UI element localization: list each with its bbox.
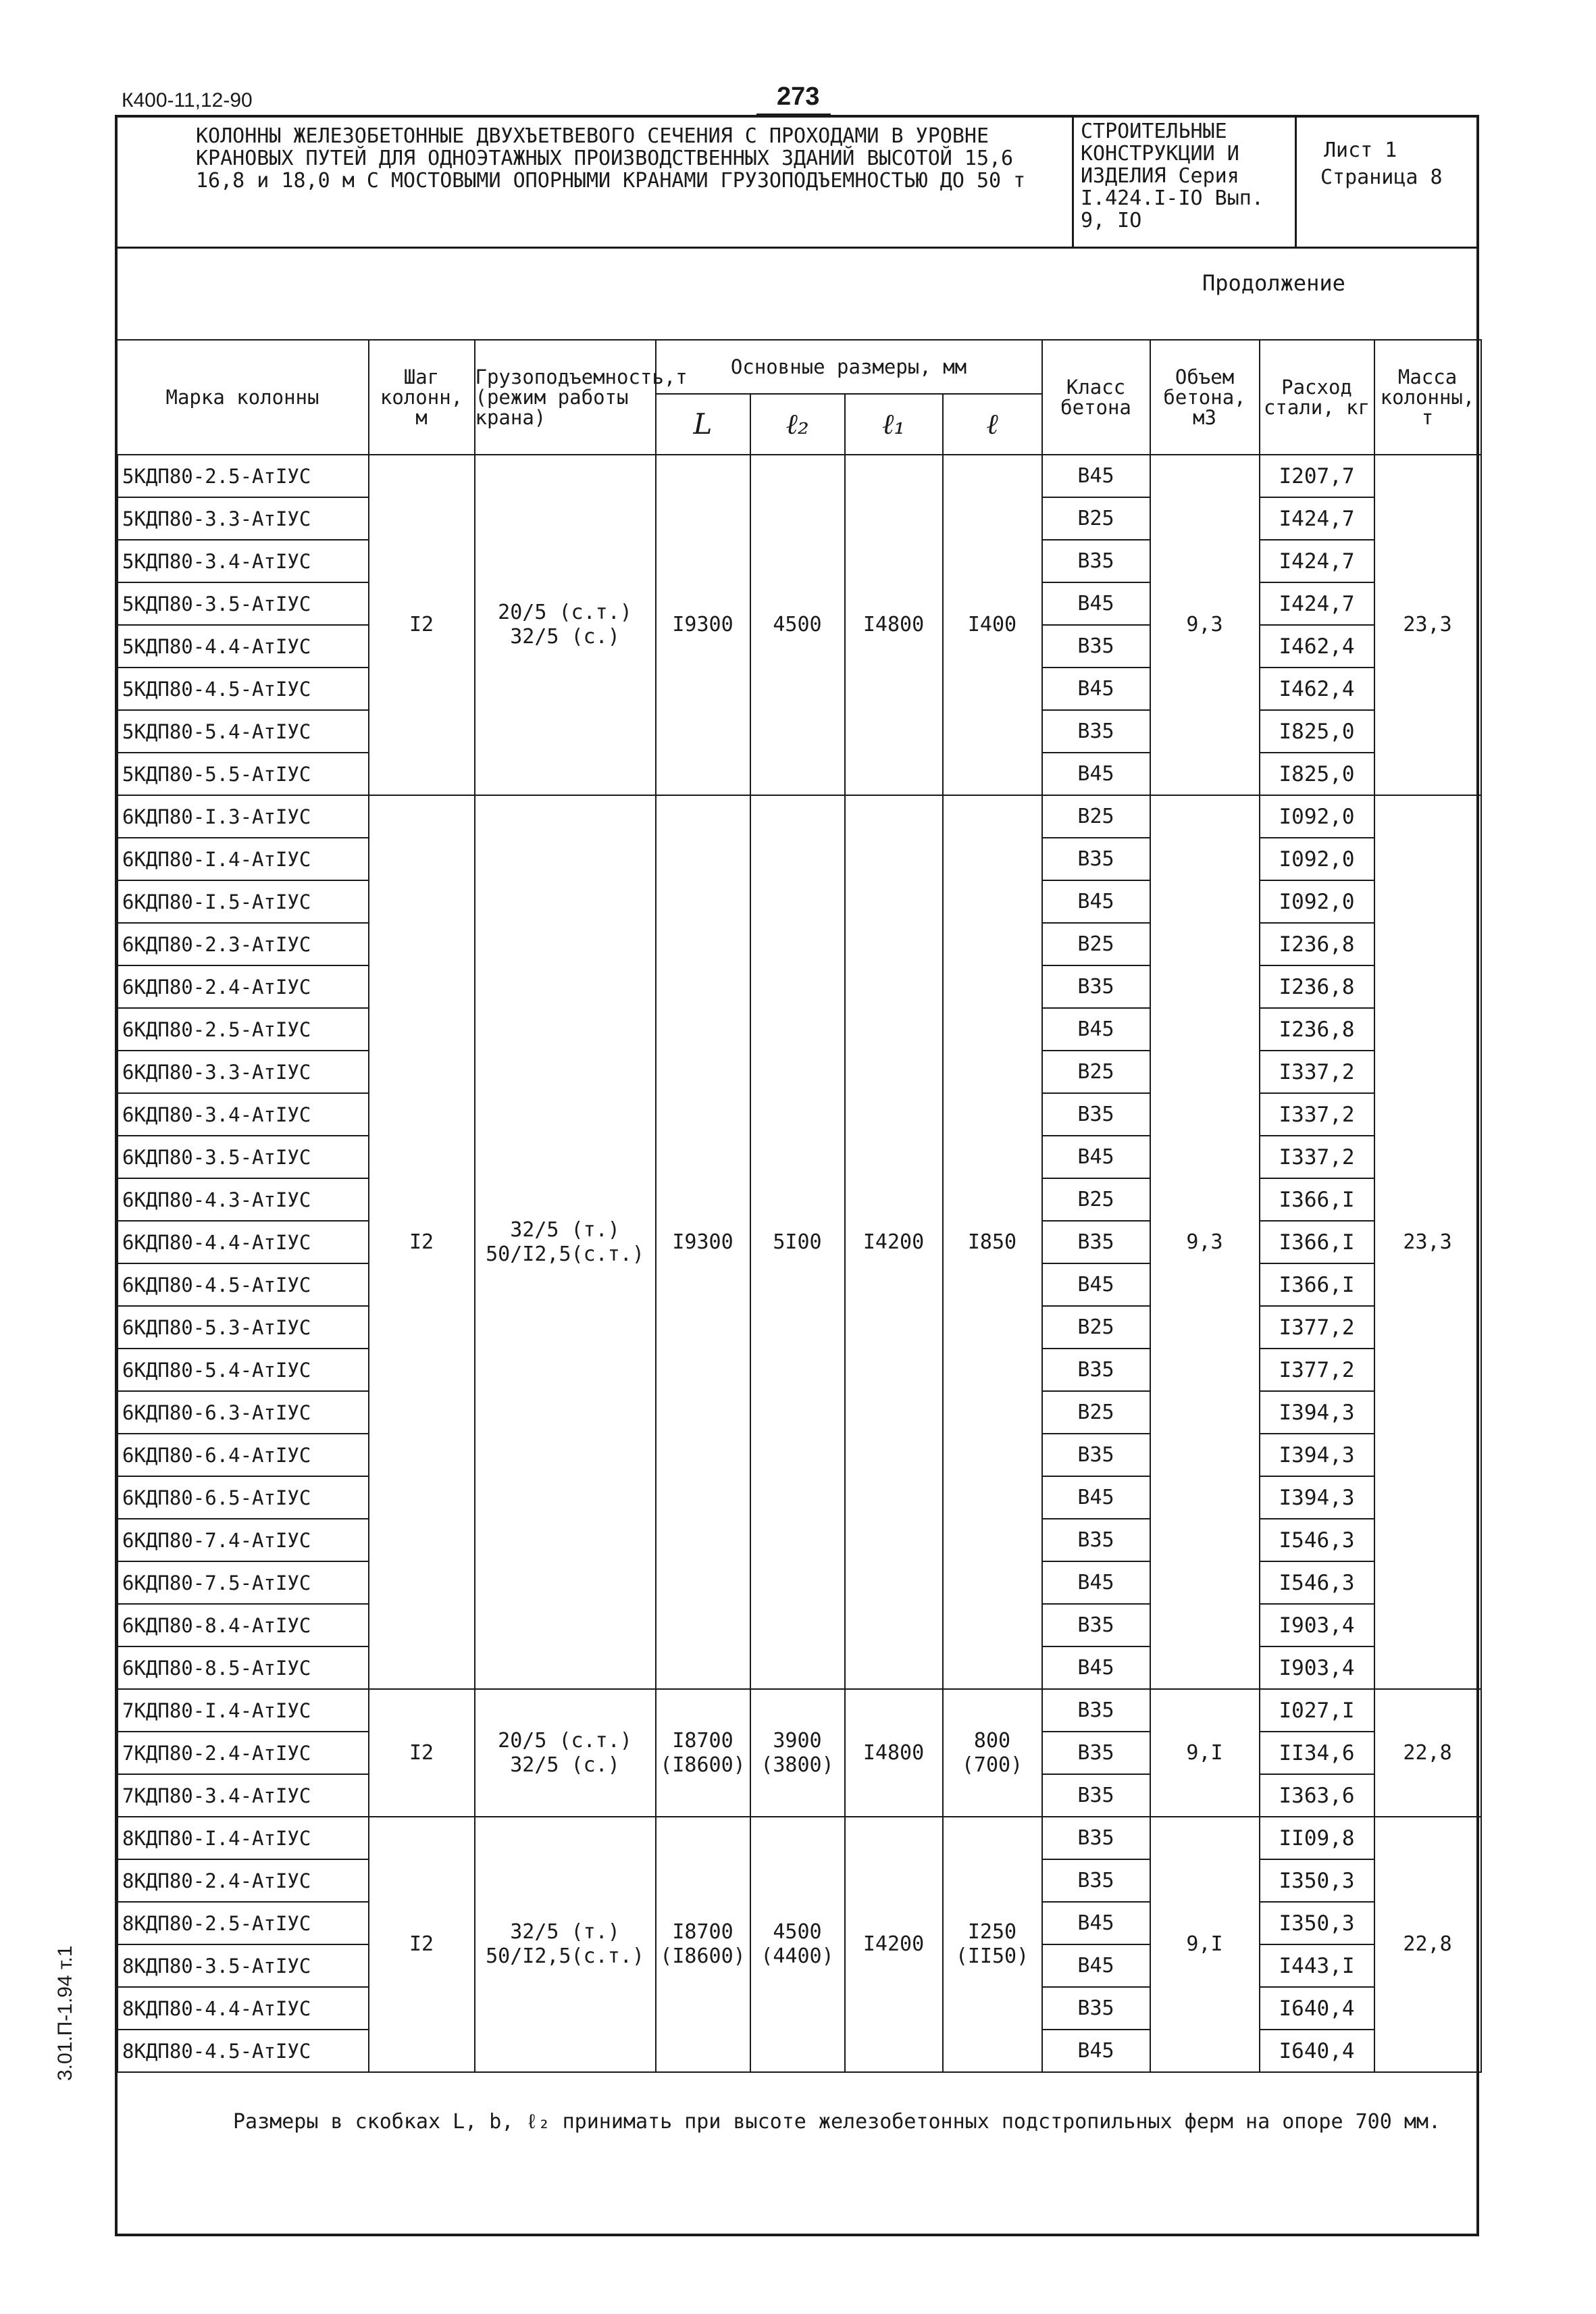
steel-cell: II09,8 bbox=[1260, 1817, 1374, 1859]
steel-cell: I640,4 bbox=[1260, 2030, 1374, 2072]
header-mark: Марка колонны bbox=[117, 340, 369, 455]
concrete-class-cell: B35 bbox=[1042, 1221, 1150, 1263]
column-mark-cell: 5КДП80-5.4-АтIУС bbox=[117, 710, 369, 753]
steel-cell: I424,7 bbox=[1260, 582, 1374, 625]
concrete-class-cell: B35 bbox=[1042, 1604, 1150, 1646]
concrete-class-cell: B45 bbox=[1042, 582, 1150, 625]
concrete-class-cell: B45 bbox=[1042, 455, 1150, 497]
step-cell: I2 bbox=[369, 1689, 475, 1817]
mass-cell: 22,8 bbox=[1374, 1689, 1481, 1817]
steel-cell: I236,8 bbox=[1260, 965, 1374, 1008]
column-mark-cell: 8КДП80-2.5-АтIУС bbox=[117, 1902, 369, 1944]
concrete-class-cell: B35 bbox=[1042, 1774, 1150, 1817]
steel-cell: I027,I bbox=[1260, 1689, 1374, 1732]
table-row bbox=[117, 1689, 1481, 1732]
concrete-class-cell: B45 bbox=[1042, 1476, 1150, 1519]
steel-cell: I350,3 bbox=[1260, 1902, 1374, 1944]
concrete-class-cell: B25 bbox=[1042, 1051, 1150, 1093]
steel-cell: I424,7 bbox=[1260, 497, 1374, 540]
sheet-label: Лист 1 bbox=[1324, 139, 1397, 162]
dim-l2-cell: 4500 (4400) bbox=[750, 1817, 845, 2072]
capacity-cell: 20/5 (с.т.) 32/5 (с.) bbox=[475, 455, 656, 795]
column-mark-cell: 6КДП80-4.4-АтIУС bbox=[117, 1221, 369, 1263]
steel-cell: I443,I bbox=[1260, 1944, 1374, 1987]
dim-L-cell: I8700 (I8600) bbox=[656, 1817, 750, 2072]
column-mark-cell: 6КДП80-7.5-АтIУС bbox=[117, 1561, 369, 1604]
steel-cell: II34,6 bbox=[1260, 1732, 1374, 1774]
header-class: Класс бетона bbox=[1042, 340, 1150, 455]
column-mark-cell: 8КДП80-3.5-АтIУС bbox=[117, 1944, 369, 1987]
steel-cell: I377,2 bbox=[1260, 1349, 1374, 1391]
concrete-class-cell: B45 bbox=[1042, 880, 1150, 923]
dim-l2-cell: 4500 bbox=[750, 455, 845, 795]
dim-b-cell: I850 bbox=[943, 795, 1042, 1689]
mass-cell: 22,8 bbox=[1374, 1817, 1481, 2072]
column-mark-cell: 5КДП80-3.3-АтIУС bbox=[117, 497, 369, 540]
steel-cell: I424,7 bbox=[1260, 540, 1374, 582]
steel-cell: I394,3 bbox=[1260, 1476, 1374, 1519]
steel-cell: I337,2 bbox=[1260, 1093, 1374, 1136]
steel-cell: I366,I bbox=[1260, 1178, 1374, 1221]
dim-b-cell: I250 (II50) bbox=[943, 1817, 1042, 2072]
column-mark-cell: 6КДП80-2.5-АтIУС bbox=[117, 1008, 369, 1051]
column-mark-cell: 8КДП80-I.4-АтIУС bbox=[117, 1817, 369, 1859]
column-mark-cell: 7КДП80-3.4-АтIУС bbox=[117, 1774, 369, 1817]
table-row bbox=[117, 795, 1481, 838]
steel-cell: I546,3 bbox=[1260, 1561, 1374, 1604]
column-mark-cell: 5КДП80-2.5-АтIУС bbox=[117, 455, 369, 497]
steel-cell: I092,0 bbox=[1260, 838, 1374, 880]
concrete-class-cell: B25 bbox=[1042, 1306, 1150, 1349]
steel-cell: I092,0 bbox=[1260, 880, 1374, 923]
column-mark-cell: 6КДП80-6.5-АтIУС bbox=[117, 1476, 369, 1519]
concrete-class-cell: B45 bbox=[1042, 1944, 1150, 1987]
steel-cell: I462,4 bbox=[1260, 668, 1374, 710]
concrete-class-cell: B35 bbox=[1042, 1987, 1150, 2030]
step-cell: I2 bbox=[369, 795, 475, 1689]
capacity-cell: 32/5 (т.) 50/I2,5(с.т.) bbox=[475, 795, 656, 1689]
dim-L-cell: I8700 (I8600) bbox=[656, 1689, 750, 1817]
concrete-class-cell: B35 bbox=[1042, 540, 1150, 582]
steel-cell: I394,3 bbox=[1260, 1434, 1374, 1476]
capacity-cell: 32/5 (т.) 50/I2,5(с.т.) bbox=[475, 1817, 656, 2072]
concrete-class-cell: B35 bbox=[1042, 1817, 1150, 1859]
steel-cell: I377,2 bbox=[1260, 1306, 1374, 1349]
steel-cell: I903,4 bbox=[1260, 1646, 1374, 1689]
concrete-class-cell: B45 bbox=[1042, 1263, 1150, 1306]
steel-cell: I366,I bbox=[1260, 1221, 1374, 1263]
steel-cell: I366,I bbox=[1260, 1263, 1374, 1306]
column-mark-cell: 8КДП80-4.4-АтIУС bbox=[117, 1987, 369, 2030]
column-mark-cell: 6КДП80-3.3-АтIУС bbox=[117, 1051, 369, 1093]
concrete-class-cell: B35 bbox=[1042, 1689, 1150, 1732]
concrete-class-cell: B35 bbox=[1042, 1519, 1150, 1561]
table-note: Размеры в скобках L, b, ℓ₂ принимать при высоте железобетонных подстропильных ферм на опоре 700 мм. bbox=[233, 2110, 1441, 2134]
concrete-class-cell: B25 bbox=[1042, 923, 1150, 965]
dim-l1-cell: I4200 bbox=[845, 795, 943, 1689]
steel-cell: I903,4 bbox=[1260, 1604, 1374, 1646]
column-mark-cell: 6КДП80-8.5-АтIУС bbox=[117, 1646, 369, 1689]
step-cell: I2 bbox=[369, 455, 475, 795]
column-mark-cell: 8КДП80-2.4-АтIУС bbox=[117, 1859, 369, 1902]
steel-cell: I236,8 bbox=[1260, 1008, 1374, 1051]
steel-cell: I337,2 bbox=[1260, 1136, 1374, 1178]
steel-cell: I236,8 bbox=[1260, 923, 1374, 965]
concrete-class-cell: B35 bbox=[1042, 1093, 1150, 1136]
column-mark-cell: 6КДП80-I.4-АтIУС bbox=[117, 838, 369, 880]
volume-cell: 9,3 bbox=[1150, 795, 1260, 1689]
concrete-class-cell: B45 bbox=[1042, 753, 1150, 795]
concrete-class-cell: B35 bbox=[1042, 1349, 1150, 1391]
header-dim-l1: ℓ₁ bbox=[845, 394, 943, 455]
volume-cell: 9,3 bbox=[1150, 455, 1260, 795]
steel-cell: I640,4 bbox=[1260, 1987, 1374, 2030]
concrete-class-cell: B35 bbox=[1042, 625, 1150, 668]
column-mark-cell: 6КДП80-2.3-АтIУС bbox=[117, 923, 369, 965]
column-mark-cell: 6КДП80-4.5-АтIУС bbox=[117, 1263, 369, 1306]
concrete-class-cell: B45 bbox=[1042, 1646, 1150, 1689]
column-mark-cell: 6КДП80-3.4-АтIУС bbox=[117, 1093, 369, 1136]
document-code: К400-11,12-90 bbox=[122, 89, 253, 111]
column-mark-cell: 6КДП80-8.4-АтIУС bbox=[117, 1604, 369, 1646]
column-mark-cell: 6КДП80-6.3-АтIУС bbox=[117, 1391, 369, 1434]
header-dim-L: L bbox=[656, 394, 750, 455]
concrete-class-cell: B45 bbox=[1042, 1136, 1150, 1178]
column-mark-cell: 6КДП80-4.3-АтIУС bbox=[117, 1178, 369, 1221]
steel-cell: I825,0 bbox=[1260, 710, 1374, 753]
volume-cell: 9,I bbox=[1150, 1689, 1260, 1817]
page-number: 273 bbox=[777, 82, 820, 111]
concrete-class-cell: B35 bbox=[1042, 1859, 1150, 1902]
steel-cell: I207,7 bbox=[1260, 455, 1374, 497]
continuation-label: Продолжение bbox=[1202, 270, 1345, 296]
column-mark-cell: 5КДП80-4.5-АтIУС bbox=[117, 668, 369, 710]
mass-cell: 23,3 bbox=[1374, 795, 1481, 1689]
column-mark-cell: 5КДП80-3.5-АтIУС bbox=[117, 582, 369, 625]
dim-b-cell: 800 (700) bbox=[943, 1689, 1042, 1817]
columns-table bbox=[115, 339, 1482, 2073]
dim-b-cell: I400 bbox=[943, 455, 1042, 795]
dim-l1-cell: I4200 bbox=[845, 1817, 943, 2072]
dim-L-cell: I9300 bbox=[656, 455, 750, 795]
concrete-class-cell: B25 bbox=[1042, 795, 1150, 838]
steel-cell: I462,4 bbox=[1260, 625, 1374, 668]
column-mark-cell: 6КДП80-2.4-АтIУС bbox=[117, 965, 369, 1008]
concrete-class-cell: B45 bbox=[1042, 2030, 1150, 2072]
steel-cell: I337,2 bbox=[1260, 1051, 1374, 1093]
column-mark-cell: 6КДП80-3.5-АтIУС bbox=[117, 1136, 369, 1178]
concrete-class-cell: B35 bbox=[1042, 710, 1150, 753]
dim-l2-cell: 5I00 bbox=[750, 795, 845, 1689]
table-row bbox=[117, 455, 1481, 497]
concrete-class-cell: B35 bbox=[1042, 838, 1150, 880]
header-volume: Объем бетона, м3 bbox=[1150, 340, 1260, 455]
column-mark-cell: 6КДП80-6.4-АтIУС bbox=[117, 1434, 369, 1476]
concrete-class-cell: B35 bbox=[1042, 1434, 1150, 1476]
column-mark-cell: 5КДП80-4.4-АтIУС bbox=[117, 625, 369, 668]
header-step: Шаг колонн, м bbox=[369, 340, 475, 455]
concrete-class-cell: B35 bbox=[1042, 1732, 1150, 1774]
volume-cell: 9,I bbox=[1150, 1817, 1260, 2072]
header-steel: Расход стали, кг bbox=[1260, 340, 1374, 455]
header-mass: Масса колонны, т bbox=[1374, 340, 1481, 455]
column-mark-cell: 6КДП80-I.5-АтIУС bbox=[117, 880, 369, 923]
header-dim-b: ℓ bbox=[943, 394, 1042, 455]
table-row bbox=[117, 1817, 1481, 1859]
mass-cell: 23,3 bbox=[1374, 455, 1481, 795]
concrete-class-cell: B25 bbox=[1042, 497, 1150, 540]
page-label: Страница 8 bbox=[1320, 166, 1443, 189]
steel-cell: I394,3 bbox=[1260, 1391, 1374, 1434]
column-mark-cell: 6КДП80-5.4-АтIУС bbox=[117, 1349, 369, 1391]
header-dim-l2: ℓ₂ bbox=[750, 394, 845, 455]
steel-cell: I825,0 bbox=[1260, 753, 1374, 795]
dim-l2-cell: 3900 (3800) bbox=[750, 1689, 845, 1817]
column-mark-cell: 5КДП80-3.4-АтIУС bbox=[117, 540, 369, 582]
step-cell: I2 bbox=[369, 1817, 475, 2072]
column-mark-cell: 6КДП80-7.4-АтIУС bbox=[117, 1519, 369, 1561]
steel-cell: I350,3 bbox=[1260, 1859, 1374, 1902]
column-mark-cell: 5КДП80-5.5-АтIУС bbox=[117, 753, 369, 795]
concrete-class-cell: B25 bbox=[1042, 1391, 1150, 1434]
capacity-cell: 20/5 (с.т.) 32/5 (с.) bbox=[475, 1689, 656, 1817]
header-dims: Основные размеры, мм bbox=[656, 340, 1042, 394]
side-code: 3.01.П-1.94 т.1 bbox=[54, 1945, 76, 2081]
concrete-class-cell: B45 bbox=[1042, 668, 1150, 710]
header-capacity: Грузоподъемность,т (режим работы крана) bbox=[475, 340, 656, 455]
document-title: КОЛОННЫ ЖЕЛЕЗОБЕТОННЫЕ ДВУХЪЕТВЕВОГО СЕЧЕНИЯ С ПРОХОДАМИ В УРОВНЕ КРАНОВЫХ ПУТЕЙ ДЛЯ ОДНОЭТАЖНЫХ ПРОИЗВОДСТВЕННЫХ ЗДАНИЙ ВЫСОТОЙ 15,6 16,8 и 18,0 м С МОСТОВЫМИ ОПОРНЫМИ КРАНАМИ ГРУЗОПОДЪЕМНОСТЬЮ ДО 50 т bbox=[196, 124, 1026, 193]
column-mark-cell: 7КДП80-2.4-АтIУС bbox=[117, 1732, 369, 1774]
dim-L-cell: I9300 bbox=[656, 795, 750, 1689]
dim-l1-cell: I4800 bbox=[845, 1689, 943, 1817]
concrete-class-cell: B35 bbox=[1042, 965, 1150, 1008]
concrete-class-cell: B45 bbox=[1042, 1008, 1150, 1051]
title-divider bbox=[115, 247, 1479, 249]
steel-cell: I092,0 bbox=[1260, 795, 1374, 838]
series-text: СТРОИТЕЛЬНЫЕ КОНСТРУКЦИИ И ИЗДЕЛИЯ Серия I.424.I-IO Вып. 9, IO bbox=[1081, 120, 1264, 232]
column-mark-cell: 6КДП80-5.3-АтIУС bbox=[117, 1306, 369, 1349]
column-mark-cell: 8КДП80-4.5-АтIУС bbox=[117, 2030, 369, 2072]
dim-l1-cell: I4800 bbox=[845, 455, 943, 795]
column-mark-cell: 6КДП80-I.3-АтIУС bbox=[117, 795, 369, 838]
concrete-class-cell: B45 bbox=[1042, 1561, 1150, 1604]
column-mark-cell: 7КДП80-I.4-АтIУС bbox=[117, 1689, 369, 1732]
concrete-class-cell: B45 bbox=[1042, 1902, 1150, 1944]
steel-cell: I363,6 bbox=[1260, 1774, 1374, 1817]
concrete-class-cell: B25 bbox=[1042, 1178, 1150, 1221]
steel-cell: I546,3 bbox=[1260, 1519, 1374, 1561]
